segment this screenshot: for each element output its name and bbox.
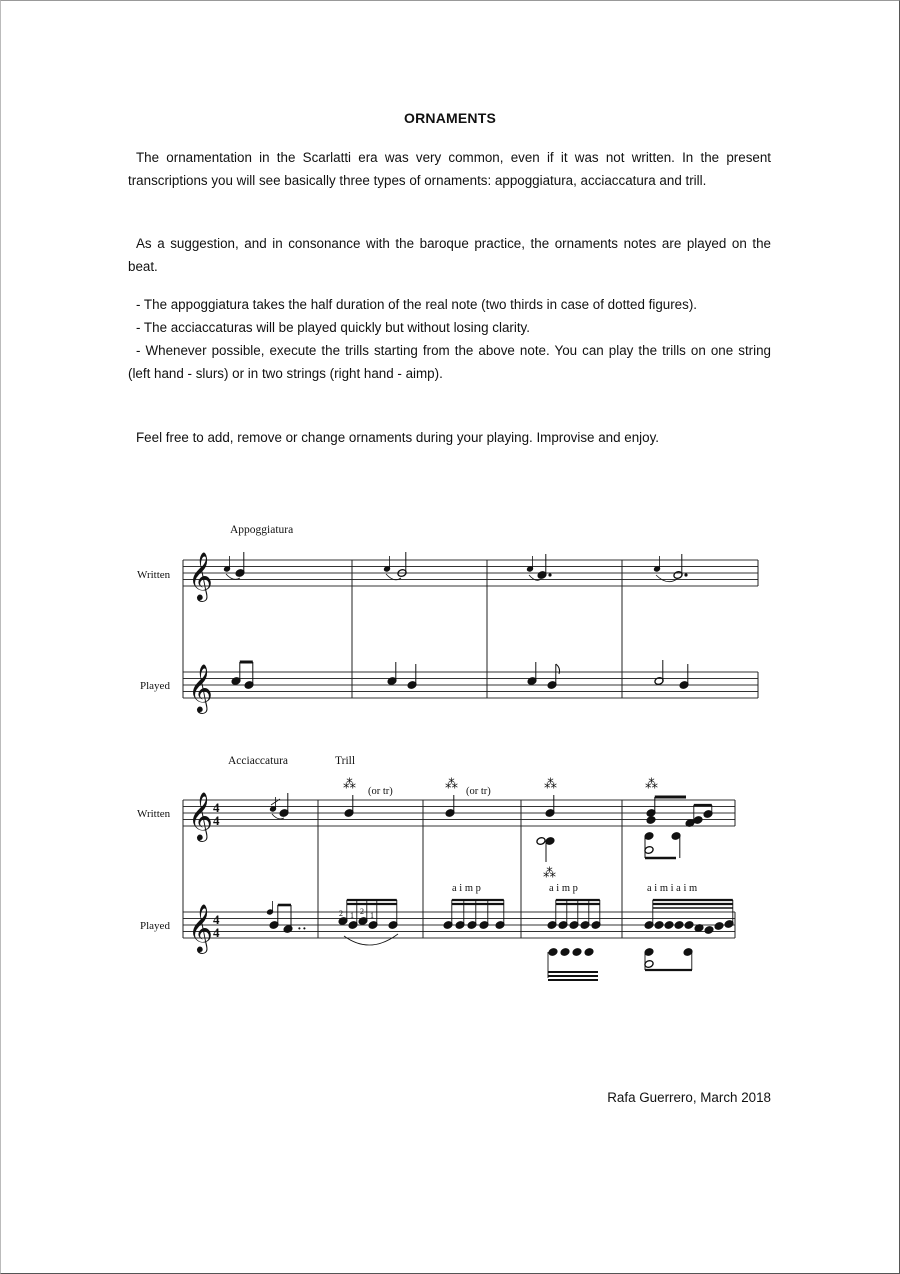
- author-signature: Rafa Guerrero, March 2018: [607, 1090, 771, 1105]
- time-signature: [213, 800, 220, 940]
- trill-label: Trill: [335, 755, 356, 767]
- paragraph-suggestion-text: As a suggestion, and in consonance with the baroque practice, the ornaments notes are played on the beat.: [128, 236, 771, 274]
- appoggiatura-label: Appoggiatura: [230, 524, 294, 536]
- svg-text:⁂: ⁂: [343, 776, 356, 791]
- svg-text:• •: • •: [298, 924, 306, 933]
- or-trill-label: (or tr): [368, 786, 393, 797]
- svg-text:4: 4: [213, 912, 220, 927]
- acciaccatura-trill-example: [137, 755, 735, 980]
- svg-text:2: 2: [360, 907, 364, 916]
- svg-text:1: 1: [350, 911, 354, 920]
- svg-text:4: 4: [213, 925, 220, 940]
- acciaccatura-label: Acciaccatura: [228, 755, 289, 767]
- treble-clef-icon: 𝄞: [188, 666, 213, 712]
- list-item: - Whenever possible, execute the trills starting from the above note. You can play the trills on one string (left hand - slurs) or in two strings (right hand - aimp).: [128, 343, 771, 381]
- staff-written-1: [183, 560, 758, 586]
- played-row-label: Played: [140, 920, 170, 932]
- svg-text:1: 1: [370, 911, 374, 920]
- barlines-1: [183, 560, 758, 698]
- page-title: ORNAMENTS: [403, 110, 497, 126]
- fingering-label: a i m p: [452, 883, 481, 894]
- paragraph-intro-text: The ornamentation in the Scarlatti era was very common, even if it was not written. In the present transcriptions you will see basically three types of ornaments: appoggiatura, acciaccatura and trill.: [128, 150, 771, 188]
- acciaccatura-written: [270, 793, 289, 819]
- svg-text:⁂: ⁂: [445, 776, 458, 791]
- svg-text:4: 4: [213, 800, 220, 815]
- svg-text:4: 4: [213, 813, 220, 828]
- or-trill-label: (or tr): [466, 786, 491, 797]
- paragraph-closing-text: Feel free to add, remove or change ornaments during your playing. Improvise and enjoy.: [136, 430, 660, 445]
- svg-text:⁂: ⁂: [645, 776, 658, 791]
- appoggiatura-example: [137, 524, 758, 714]
- fingering-label: a i m p: [549, 883, 578, 894]
- treble-clef-icon: 𝄞: [188, 906, 213, 952]
- list-item: - The appoggiatura takes the half duration of the real note (two thirds in case of dotted figures).: [136, 297, 698, 312]
- played-row-label: Played: [140, 680, 170, 692]
- svg-text:⁂: ⁂: [544, 776, 557, 791]
- trill-written: [343, 776, 713, 880]
- written-row-label: Written: [137, 569, 171, 581]
- list-item: - The acciaccaturas will be played quickly but without losing clarity.: [136, 320, 530, 335]
- written-row-label: Written: [137, 808, 171, 820]
- fingering-label: a i m i a i m: [647, 883, 698, 894]
- svg-text:2: 2: [339, 909, 343, 918]
- treble-clef-icon: 𝄞: [188, 554, 213, 600]
- svg-text:⁂: ⁂: [543, 865, 556, 880]
- staff-played-1: [183, 672, 758, 698]
- treble-clef-icon: 𝄞: [188, 794, 213, 840]
